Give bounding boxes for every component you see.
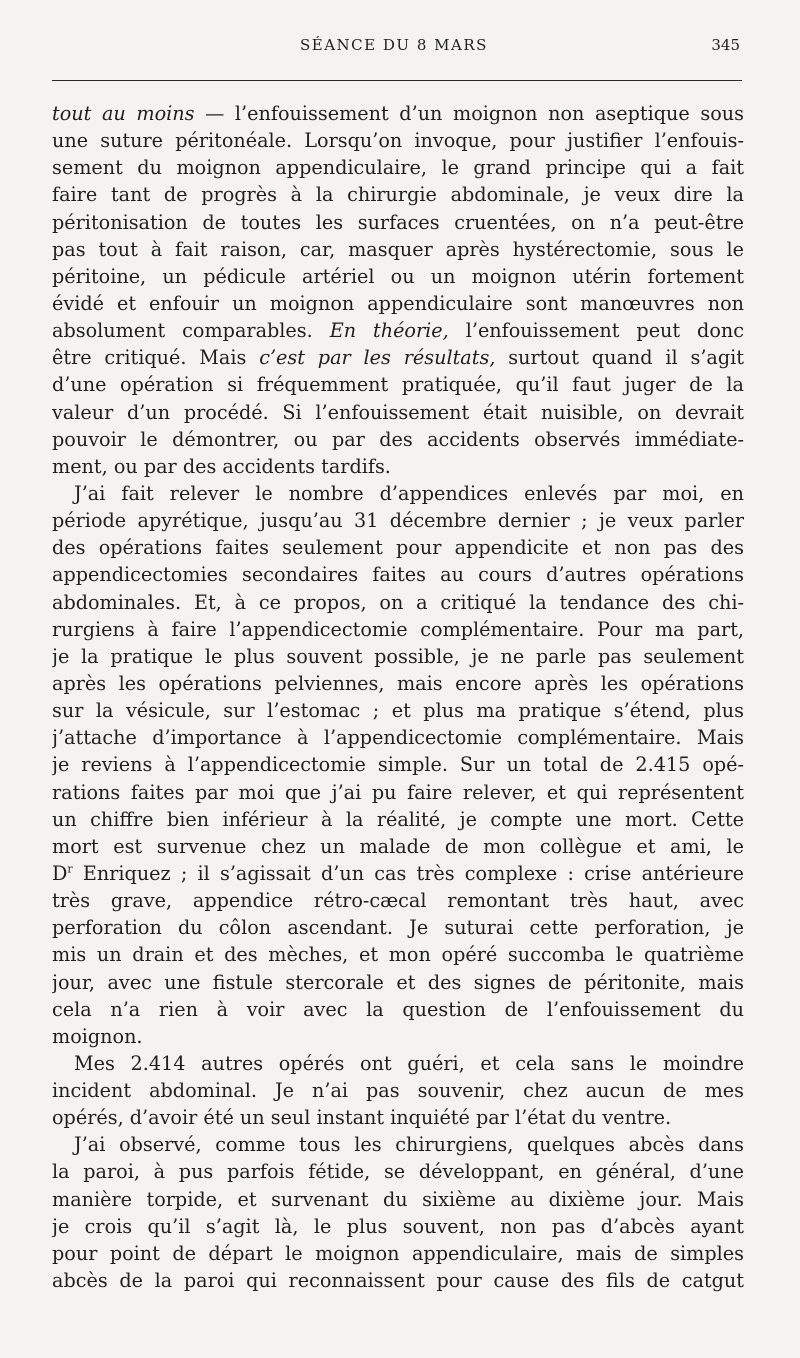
body-text [52, 100, 744, 1294]
text-line: jour, avec une fistule stercorale et des signes de péritonite, mais [52, 970, 744, 994]
text-line: J’ai fait relever le nombre d’appendices enlevés par moi, en [74, 481, 744, 505]
header-title: SÉANCE DU 8 MARS [300, 36, 488, 54]
text-line: rurgiens à faire l’appendicectomie complémentaire. Pour ma part, [52, 617, 744, 641]
text-line: pouvoir le démontrer, ou par des accidents observés immédiate- [52, 427, 744, 451]
text-line: manière torpide, et survenant du sixième au dixième jour. Mais [52, 1187, 744, 1211]
text-line: la paroi, à pus parfois fétide, se développant, en général, d’une [52, 1160, 744, 1184]
text-line: je reviens à l’appendicectomie simple. Sur un total de 2.415 opé- [52, 753, 744, 777]
text-line: cela n’a rien à voir avec la question de l’enfouissement du [52, 997, 744, 1021]
text-line: abdominales. Et, à ce propos, on a critiqué la tendance des chi- [52, 590, 744, 614]
text-line: mort est survenue chez un malade de mon collègue et ami, le [52, 834, 744, 858]
running-header [0, 36, 800, 58]
text-line: un chiffre bien inférieur à la réalité, je compte une mort. Cette [52, 807, 744, 831]
text-line: appendicectomies secondaires faites au cours d’autres opérations [52, 563, 744, 587]
header-rule [52, 80, 742, 81]
text-line: période apyrétique, jusqu’au 31 décembre dernier ; je veux parler [52, 509, 744, 533]
text-line: opérés, d’avoir été un seul instant inquiété par l’état du ventre. [52, 1106, 672, 1130]
text-line: rations faites par moi que j’ai pu faire relever, et qui représentent [52, 780, 744, 804]
text-line: une suture péritonéale. Lorsqu’on invoque, pour justifier l’enfouis- [52, 129, 744, 153]
text-line: d’une opération si fréquemment pratiquée, qu’il faut juger de la [52, 373, 744, 397]
text-line: $D^r$ Enriquez ; il s’agissait d’un cas très complexe : crise antérieure [52, 861, 744, 885]
page-number: 345 [711, 36, 740, 54]
text-line: pour point de départ le moignon appendiculaire, mais de simples [52, 1241, 744, 1265]
text-line: évidé et enfouir un moignon appendiculaire sont manœuvres non [52, 291, 744, 315]
text-line: péritoine, un pédicule artériel ou un moignon utérin fortement [52, 264, 744, 288]
text-line: mis un drain et des mèches, et mon opéré succomba le quatrième [52, 943, 744, 967]
text-line: incident abdominal. Je n’ai pas souvenir, chez aucun de mes [52, 1079, 744, 1103]
text-line: abcès de la paroi qui reconnaissent pour cause des fils de catgut [52, 1269, 744, 1293]
text-line: après les opérations pelviennes, mais encore après les opérations [52, 671, 744, 695]
text-line: tout au moins — l’enfouissement d’un moignon non aseptique sous [52, 102, 744, 125]
text-line: je crois qu’il s’agit là, le plus souvent, non pas d’abcès ayant [52, 1214, 744, 1238]
text-line: je la pratique le plus souvent possible, je ne parle pas seulement [52, 644, 744, 668]
italic-phrase: c’est par les résultats, [259, 346, 496, 370]
doctor-abbrev: D [52, 861, 68, 885]
text-line: moignon. [52, 1024, 143, 1048]
text-line: sement du moignon appendiculaire, le grand principe qui a fait [52, 156, 744, 180]
italic-phrase: tout au moins [52, 102, 195, 125]
text-line: faire tant de progrès à la chirurgie abdominale, je veux dire la [52, 183, 744, 207]
em-dash: — [194, 102, 235, 125]
text-line: absolument comparables. En théorie, l’enfouissement peut donc [52, 319, 744, 343]
text-line: péritonisation de toutes les surfaces cruentées, on n’a peut-être [52, 210, 744, 234]
italic-phrase: En théorie, [329, 319, 449, 343]
text-line: Mes 2.414 autres opérés ont guéri, et cela sans le moindre [74, 1051, 744, 1075]
text-line: pas tout à fait raison, car, masquer après hystérectomie, sous le [52, 237, 744, 261]
text-line: des opérations faites seulement pour appendicite et non pas des [52, 536, 744, 560]
text-line: très grave, appendice rétro-cæcal remontant très haut, avec [52, 889, 744, 913]
text-line: sur la vésicule, sur l’estomac ; et plus ma pratique s’étend, plus [52, 699, 744, 723]
text-line: être critiqué. Mais c’est par les résultats, surtout quand il s’agit [52, 346, 744, 370]
text-line: j’attache d’importance à l’appendicectomie complémentaire. Mais [52, 726, 744, 750]
text-line: perforation du côlon ascendant. Je suturai cette perforation, je [52, 916, 744, 940]
text-line: J’ai observé, comme tous les chirurgiens, quelques abcès dans [74, 1133, 744, 1157]
text-line: valeur d’un procédé. Si l’enfouissement était nuisible, on devrait [52, 400, 744, 424]
text-line: ment, ou par des accidents tardifs. [52, 454, 391, 478]
